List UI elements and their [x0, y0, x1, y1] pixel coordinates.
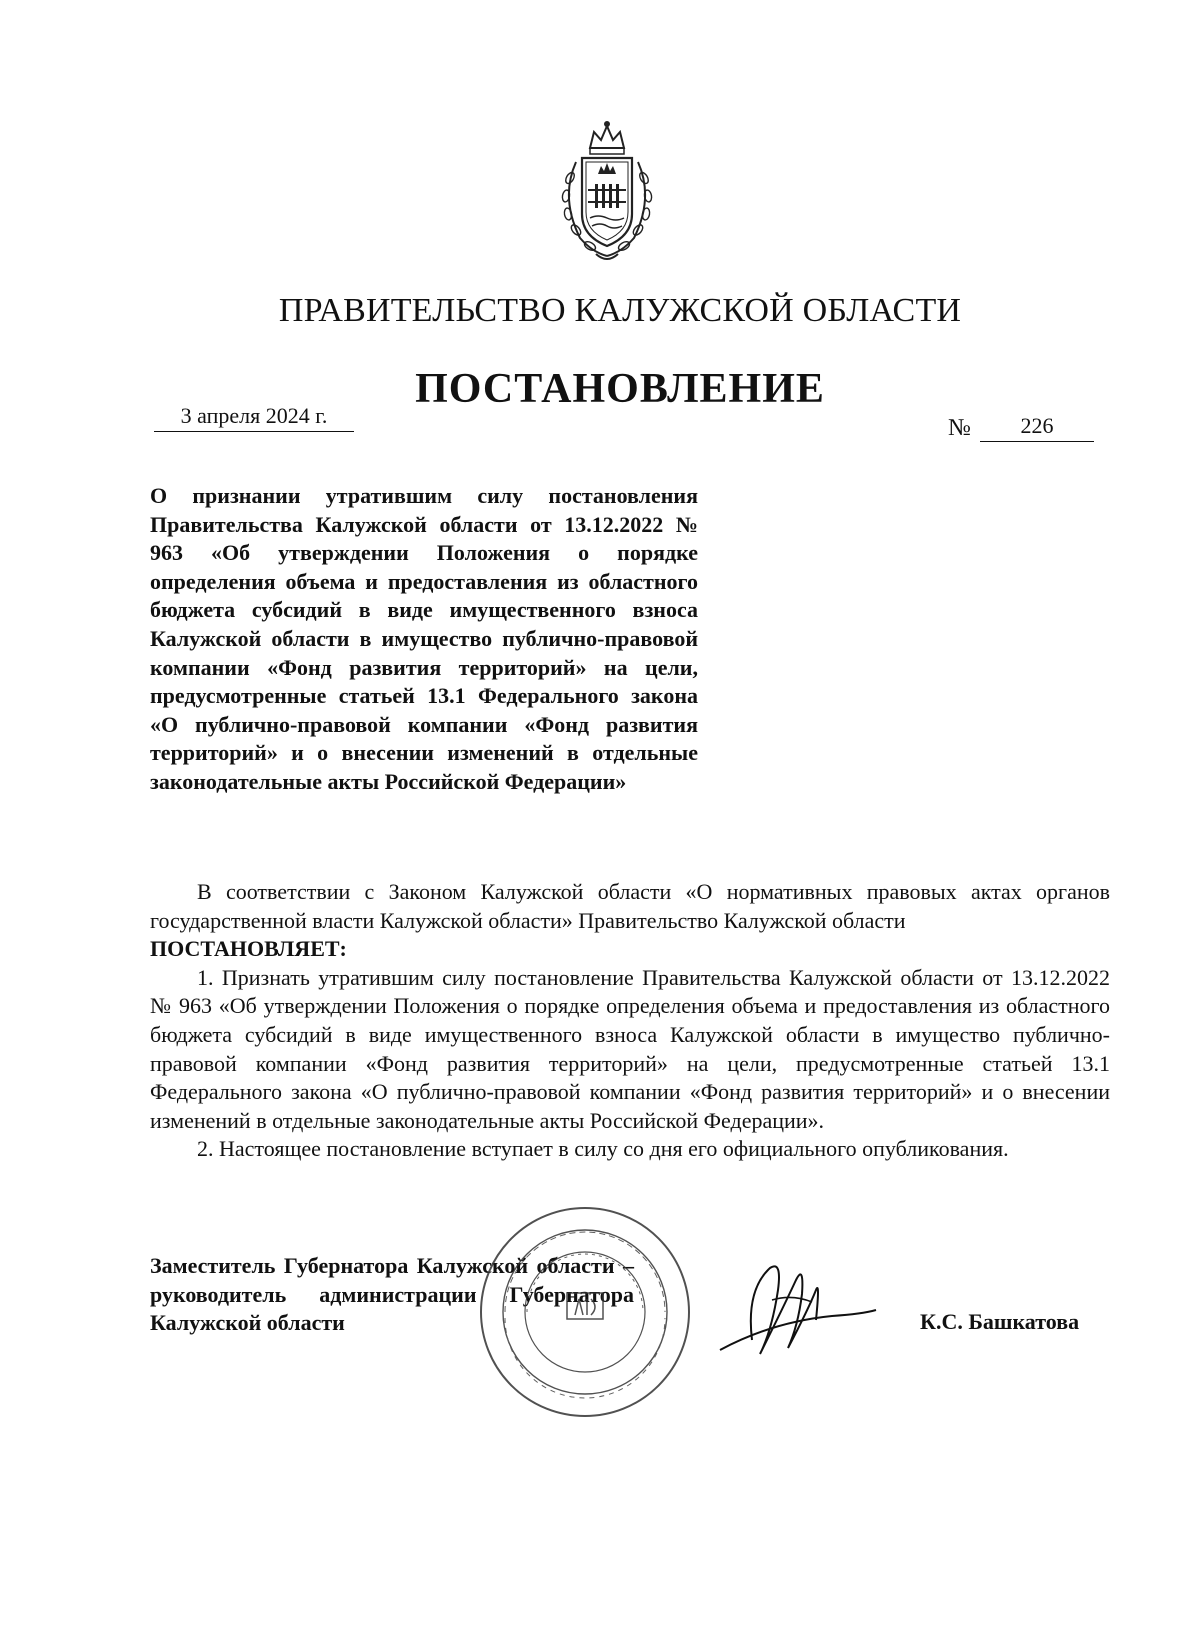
document-date: 3 апреля 2024 г. [154, 403, 354, 432]
decree-item-1: 1. Признать утратившим силу постановление Правительства Калужской области от 13.12.2022 № 963 «Об утверждении Положения о порядке определения объема и предоставления из областного бюджета субсидий в виде имущественного взноса Калужской области в имущество публично-правовой компании «Фонд развития территорий» на цели, предусмотренные статьей 13.1 Федерального закона «О публично-правовой компании «Фонд развития территорий» и о внесении изменений в отдельные законодательные акты Российской Федерации». [150, 964, 1110, 1133]
government-title: ПРАВИТЕЛЬСТВО КАЛУЖСКОЙ ОБЛАСТИ [278, 292, 962, 329]
document-body [150, 878, 1110, 1164]
document-number-label: № [948, 415, 971, 441]
signature-icon [712, 1250, 882, 1370]
decree-item-2: 2. Настоящее постановление вступает в силу со дня его официального опубликования. [197, 1136, 1009, 1162]
document-subject: О признании утратившим силу постановления Правительства Калужской области от 13.12.2022 № 963 «Об утверждении Положения о порядке определения объема и предоставления из областного бюджета субсидий в виде имущественного взноса Калужской области в имущество публично-правовой компании «Фонд развития территорий» на цели, предусмотренные статьей 13.1 Федерального закона «О публично-правовой компании «Фонд развития территорий» и о внесении изменений в отдельные законодательные акты Российской Федерации» [150, 483, 698, 794]
signer-position: Заместитель Губернатора Калужской области – руководитель администрации Губернатора Калужской области [150, 1253, 634, 1336]
decree-word: ПОСТАНОВЛЯЕТ: [150, 936, 347, 962]
signer-name: К.С. Башкатова [920, 1309, 1080, 1334]
official-seal-icon [475, 1203, 695, 1421]
kaluga-coat-of-arms-icon [546, 118, 668, 264]
document-kind-title: ПОСТАНОВЛЕНИЕ [415, 366, 825, 412]
preamble-paragraph: В соответствии с Законом Калужской области «О нормативных правовых актах органов государственной власти Калужской области» Правительство Калужской области [150, 879, 1110, 933]
document-number: 226 [980, 413, 1094, 442]
